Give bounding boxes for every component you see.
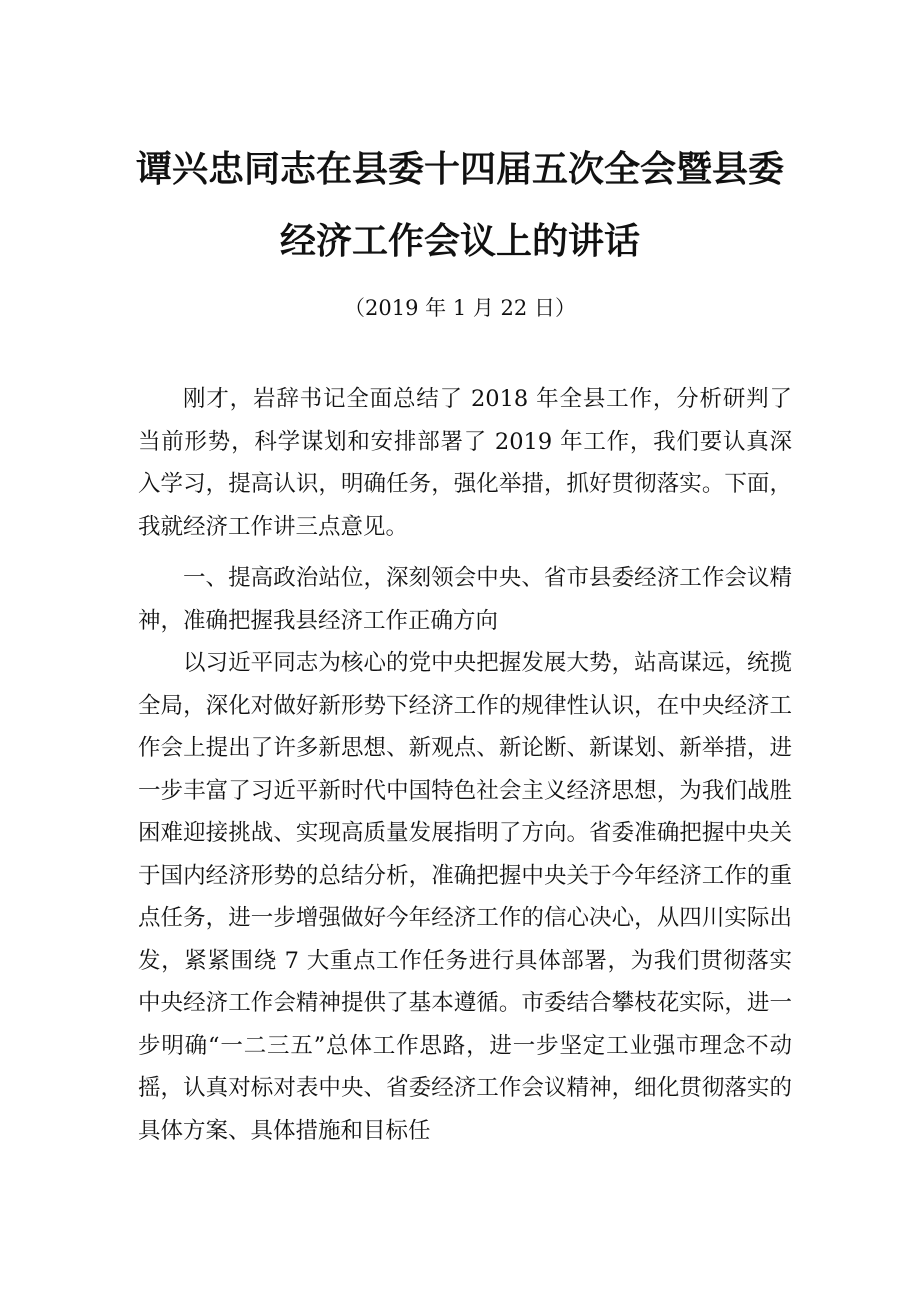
document-title-line-1: 谭兴忠同志在县委十四届五次全会暨县委 [135,149,784,190]
section-heading-1: 一、提高政治站位，深刻领会中央、省市县委经济工作会议精神，准确把握我县经济工作正确方向 [138,565,792,634]
paragraph-section-1-body: 以习近平同志为核心的党中央把握发展大势，站高谋远，统揽全局，深化对做好新形势下经济工作的规律性认识，在中央经济工作会上提出了许多新思想、新观点、新论断、新谋划、新举措，进一步丰富了习近平新时代中国特色社会主义经济思想，为我们战胜困难迎接挑战、实现高质量发展指明了方向。省委准确把握中央关于国内经济形势的总结分析，准确把握中央关于今年经济工作的重点任务，进一步增强做好今年经济工作的信心决心，从四川实际出发，紧紧围绕 7 大重点工作任务进行具体部署，为我们贯彻落实中央经济工作会精神提供了基本遵循。市委结合攀枝花实际，进一步明确“一二三五”总体工作思路，进一步坚定工业强市理念不动摇，认真对标对表中央、省委经济工作会议精神，细化贯彻落实的具体方案、具体措施和目标任 [138,650,792,1144]
document-title-line-2: 经济工作会议上的讲话 [279,221,640,262]
speech-date: （2019 年 1 月 22 日） [344,296,576,320]
paragraph-opening: 刚才，岩辞书记全面总结了 2018 年全县工作，分析研判了当前形势，科学谋划和安排部署了 2019 年工作，我们要认真深入学习，提高认识，明确任务，强化举措，抓好贯彻落实。下面，我就经济工作讲三点意见。 [138,386,792,540]
